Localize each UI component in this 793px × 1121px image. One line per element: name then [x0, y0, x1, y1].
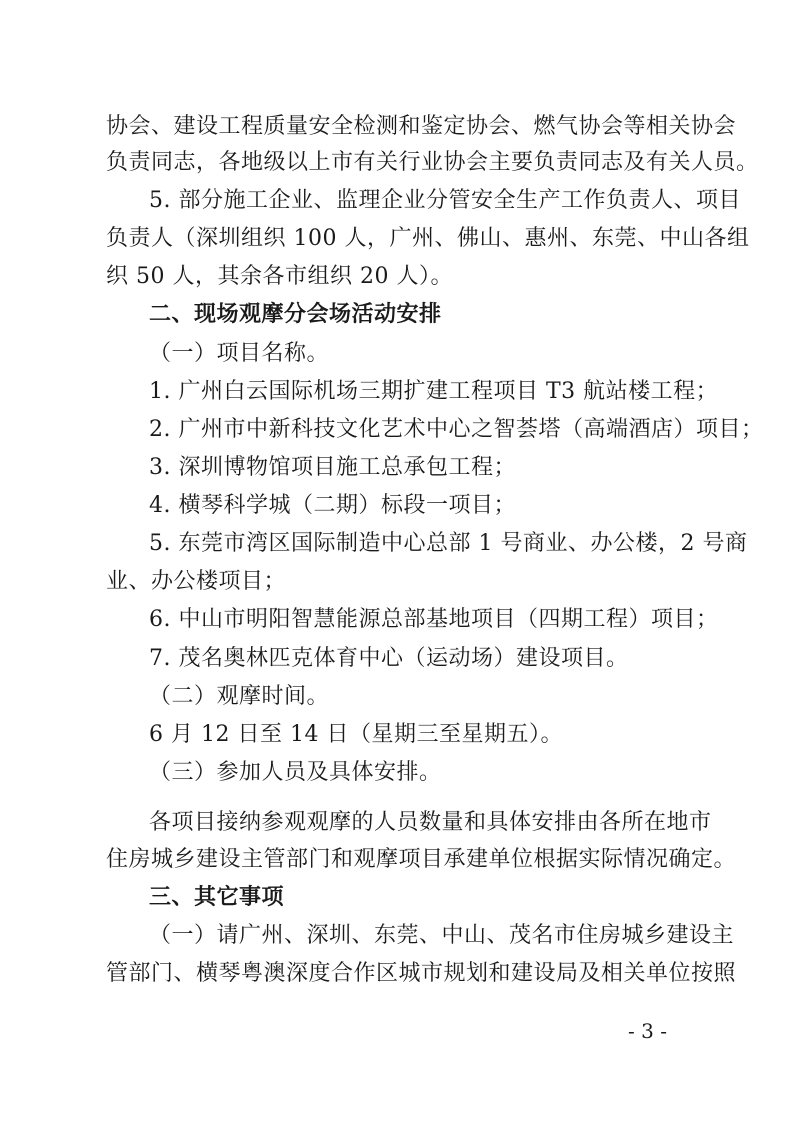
- body-line: 管部门、横琴粤澳深度合作区城市规划和建设局及相关单位按照: [106, 961, 737, 986]
- list-item: 4. 横琴科学城（二期）标段一项目；: [149, 493, 516, 518]
- body-line: （一）请广州、深圳、东莞、中山、茂名市住房城乡建设主: [149, 923, 735, 948]
- body-line: 负责同志，各地级以上市有关行业协会主要负责同志及有关人员。: [106, 150, 759, 175]
- subsection-heading: （三）参加人员及具体安排。: [149, 760, 442, 785]
- list-item: 2. 广州市中新科技文化艺术中心之智荟塔（高端酒店）项目；: [149, 417, 764, 442]
- section-heading: 三、其它事项: [149, 885, 285, 910]
- list-item: 3. 深圳博物馆项目施工总承包工程；: [149, 455, 516, 480]
- body-line: 负责人（深圳组织 100 人，广州、佛山、惠州、东莞、中山各组: [106, 226, 750, 251]
- body-line: 各项目接纳参观观摩的人员数量和具体安排由各所在地市: [149, 810, 712, 835]
- body-line: 业、办公楼项目；: [106, 569, 287, 594]
- body-line: 6 月 12 日至 14 日（星期三至星期五）。: [149, 722, 563, 747]
- list-item: 1. 广州白云国际机场三期扩建工程项目 T3 航站楼工程；: [149, 379, 719, 404]
- body-line: 织 50 人，其余各市组织 20 人）。: [106, 264, 453, 289]
- list-item: 6. 中山市明阳智慧能源总部基地项目（四期工程）项目；: [149, 607, 719, 632]
- list-item: 5. 东莞市湾区国际制造中心总部 1 号商业、办公楼，2 号商: [149, 531, 748, 556]
- body-line: 协会、建设工程质量安全检测和鉴定协会、燃气协会等相关协会: [106, 114, 737, 139]
- subsection-heading: （二）观摩时间。: [149, 684, 330, 709]
- subsection-heading: （一）项目名称。: [149, 341, 330, 366]
- page-number: - 3 -: [628, 1019, 667, 1043]
- section-heading: 二、现场观摩分会场活动安排: [149, 302, 442, 327]
- list-item: 5. 部分施工企业、监理企业分管安全生产工作负责人、项目: [149, 188, 741, 213]
- list-item: 7. 茂名奥林匹克体育中心（运动场）建设项目。: [149, 646, 629, 671]
- body-line: 住房城乡建设主管部门和观摩项目承建单位根据实际情况确定。: [106, 847, 737, 872]
